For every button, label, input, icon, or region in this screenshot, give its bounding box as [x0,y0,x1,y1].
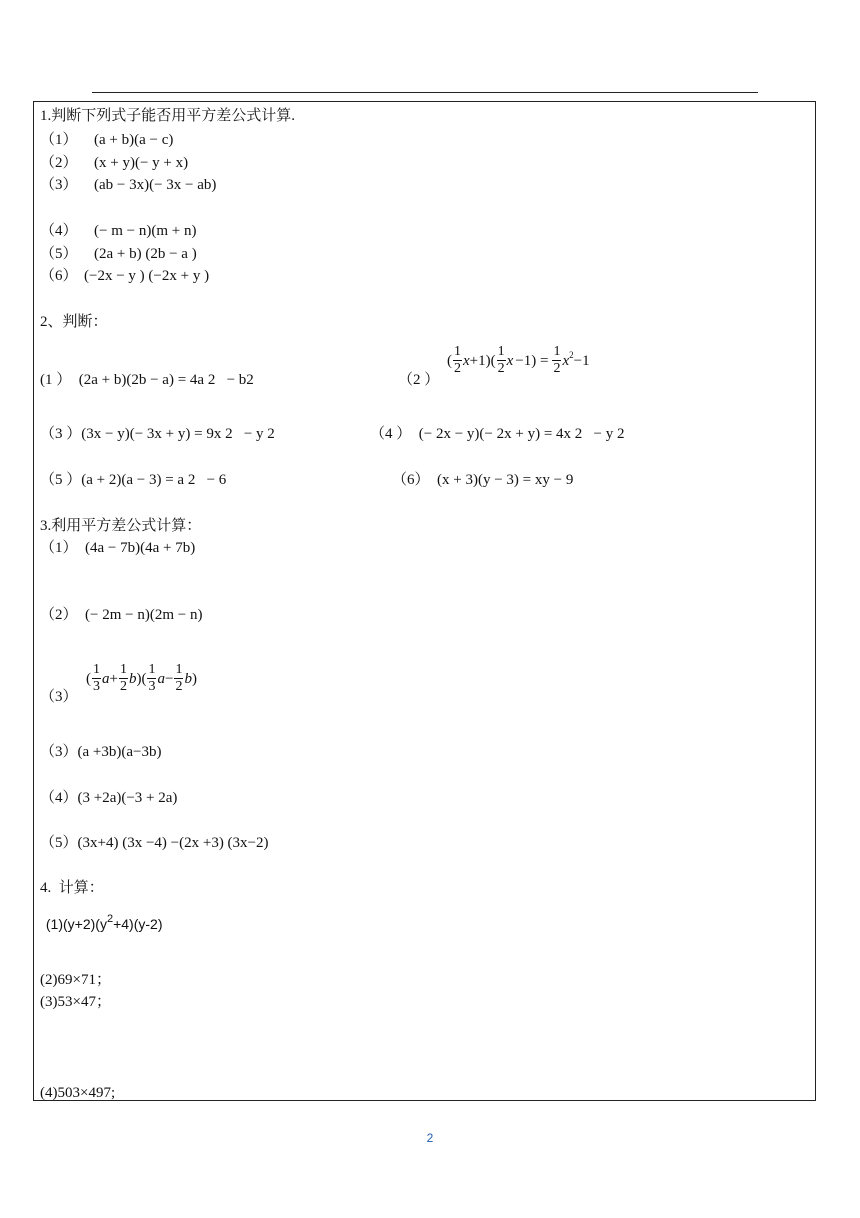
variable-a: a [157,670,165,687]
q2-item-2-formula [447,344,590,377]
q4-title: 4. 计算： [40,880,104,896]
q3-item-2: （2） (− 2m − n)(2m − n) [40,607,203,623]
q4-item-1: $(1)(y+2)(y^2+4)(y-2)$ [42,913,163,932]
fraction-one-half: $\frac{1}{2}$ [497,344,505,376]
formula-text: +1)( [469,352,496,369]
variable-x: x [506,352,514,369]
q2-item-3: （3 ）(3x − y)(− 3x + y) = 9x 2 − y 2 [40,426,275,442]
q1-item-4-expression: (− m − n)(m + n) [94,223,197,239]
q3-title: 3.利用平方差公式计算： [40,518,202,534]
q4-item-3: (3)53×47； [40,994,111,1010]
formula-text: − [164,670,174,687]
q1-item-4-number: （4） [40,223,78,239]
q3-item-3-number: （3） [40,689,78,705]
q1-item-6-number: （6） [40,268,78,284]
q1-item-5-expression: (2a + b) (2b − a ) [94,246,197,262]
q2-item-4: （4 ） (− 2x − y)(− 2x + y) = 4x 2 − y 2 [370,426,625,442]
variable-b: b [184,670,192,687]
fraction-one-third: $\frac{1}{3}$ [93,662,100,694]
q1-item-6-expression: (−2x − y ) (−2x + y ) [84,268,210,284]
formula-text: ( [447,352,452,369]
q1-item-2-number: （2） [40,155,78,171]
q2-title: 2、判断： [40,314,108,330]
q1-item-1-expression: (a + b)(a − c) [94,132,174,148]
q1-item-1-number: （1） [40,132,78,148]
q2-item-5: （5 ）(a + 2)(a − 3) = a 2 − 6 [40,472,227,488]
formula-text: )( [136,670,147,687]
q2-item-6: （6） (x + 3)(y − 3) = xy − 9 [392,472,574,488]
formula-text: −1 [573,352,590,369]
exponent: 2 [106,913,114,925]
formula-text: + [109,670,118,687]
q1-item-5-number: （5） [40,246,78,262]
q2-item-2-number: （2 ） [398,372,440,388]
q2-item-1: (1 ） (2a + b)(2b − a) = 4a 2 − b2 [40,372,254,388]
q1-title: 1.判断下列式子能否用平方差公式计算. [40,108,296,124]
fraction-one-half: $\frac{1}{2}$ [175,662,183,694]
fraction-one-half: $\frac{1}{2}$ [119,662,127,694]
q4-item-2: (2)69×71； [40,972,111,988]
q1-item-2-expression: (x + y)(− y + x) [94,155,189,171]
formula-text: −1) = [515,352,549,369]
formula-text: ) [191,670,197,687]
fraction-one-third: $\frac{1}{3}$ [148,662,156,694]
fraction-one-half: $\frac{1}{2}$ [553,344,561,376]
q3-item-3-formula [86,662,197,695]
variable-x: x [463,352,470,369]
q3-item-1: （1） (4a − 7b)(4a + 7b) [40,540,196,556]
q3-item-4: （3）(a +3b)(a−3b) [40,744,162,760]
formula-text: ( [86,670,91,687]
exponent: 2 [569,349,574,360]
q4-item-4: (4)503×497; [40,1085,116,1101]
fraction-one-half: $\frac{1}{2}$ [454,344,461,376]
q1-item-3-expression: (ab − 3x)(− 3x − ab) [94,177,217,193]
variable-x: x [562,352,570,369]
q3-item-6: （5）(3x+4) (3x −4) −(2x +3) (3x−2) [40,835,269,851]
q3-item-5: （4）(3 +2a)(−3 + 2a) [40,790,178,806]
variable-b: b [128,670,137,687]
q1-item-3-number: （3） [40,177,78,193]
header-rule [92,92,758,93]
variable-a: a [102,670,110,687]
page-number: 2 [426,1131,434,1145]
